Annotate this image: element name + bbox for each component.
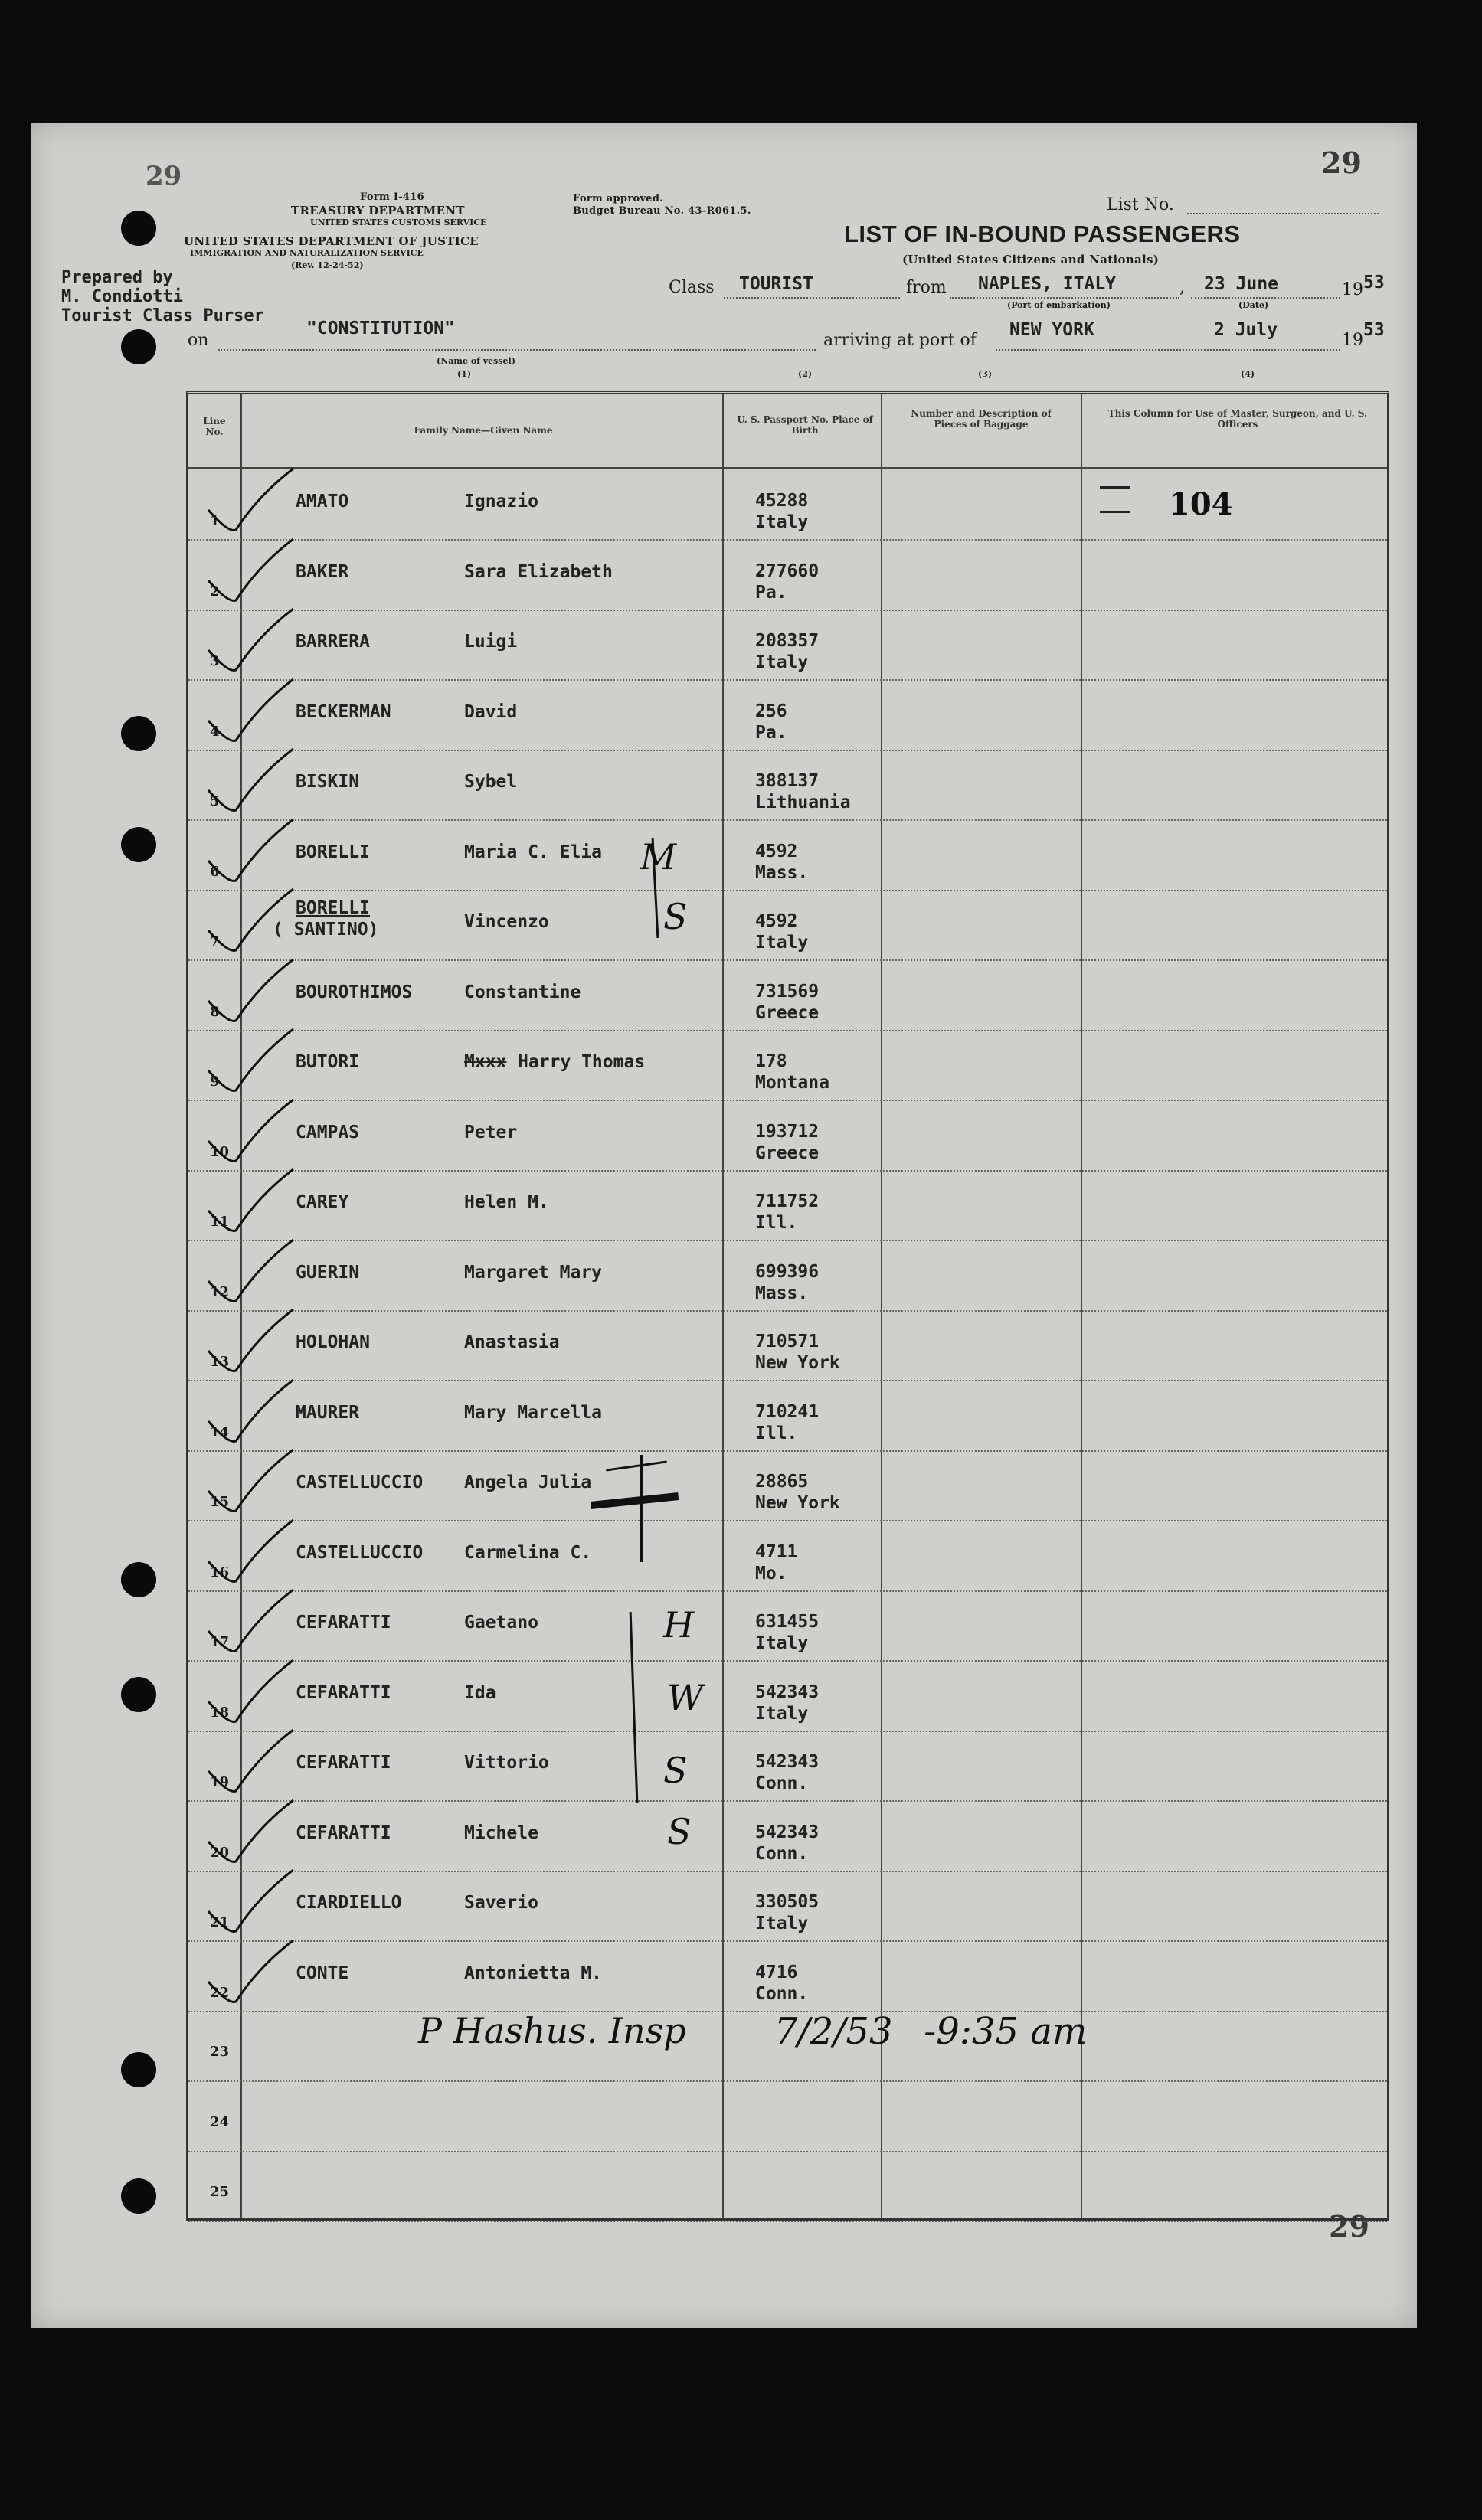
place-of-birth: Conn. [755, 1983, 809, 2004]
check-mark [205, 604, 297, 678]
given-name: Saverio [464, 1893, 538, 1913]
given-name: Antonietta M. [464, 1963, 603, 1983]
embark-year: 53 [1363, 273, 1385, 293]
list-no-label: List No. [1107, 195, 1174, 214]
check-mark [205, 1165, 297, 1238]
vessel-caption: (Name of vessel) [437, 356, 515, 366]
passport-number: 711752 [755, 1191, 820, 1211]
from-line [950, 297, 1179, 299]
binder-hole [121, 716, 156, 751]
family-name: HOLOHAN [296, 1332, 370, 1352]
handwritten-mark: H [663, 1604, 695, 1646]
place-of-birth: Conn. [755, 1773, 809, 1793]
check-mark [205, 675, 297, 748]
table-row [188, 2080, 1387, 2152]
arrival-port: NEW YORK [1009, 320, 1094, 340]
passport-number: 330505 [755, 1892, 820, 1912]
justice-dept: UNITED STATES DEPARTMENT OF JUSTICE [184, 234, 479, 248]
given-name: Margaret Mary [464, 1262, 603, 1283]
place-of-birth: Mo. [755, 1563, 787, 1584]
revision: (Rev. 12-24-52) [291, 260, 364, 270]
given-name: David [464, 701, 518, 722]
treasury-dept: TREASURY DEPARTMENT [291, 204, 465, 217]
date-caption: (Date) [1238, 300, 1269, 310]
given-name: Ida [464, 1682, 496, 1703]
passport-number: 256 [755, 701, 787, 721]
family-name: GUERIN [296, 1262, 360, 1283]
pen-stroke [640, 1455, 643, 1562]
line-number: 7 [210, 933, 220, 949]
binder-hole [121, 1677, 156, 1712]
line-number: 21 [210, 1914, 230, 1930]
family-name: CEFARATTI [296, 1613, 391, 1633]
passport-number: 542343 [755, 1822, 820, 1842]
line-number: 23 [210, 2044, 230, 2060]
line-number: 9 [210, 1074, 220, 1090]
given-name: Carmelina C. [464, 1542, 592, 1563]
dash-mark [1100, 511, 1130, 513]
given-name: Peter [464, 1122, 518, 1142]
check-mark [205, 1305, 297, 1378]
page-title: LIST OF IN-BOUND PASSENGERS [844, 221, 1241, 247]
col1-caption: (1) [457, 369, 472, 379]
family-name: BARRERA [296, 632, 370, 652]
family-name: CONTE [296, 1963, 349, 1983]
place-of-birth: Montana [755, 1073, 829, 1093]
table-row [188, 1169, 1387, 1241]
handwritten-mark: W [667, 1677, 704, 1718]
given-name: Luigi [464, 632, 518, 652]
check-mark [205, 1865, 297, 1939]
class-label: Class [669, 278, 715, 297]
check-mark [205, 1585, 297, 1659]
dash-mark [1100, 486, 1130, 489]
line-number: 13 [210, 1354, 230, 1370]
check-mark [205, 955, 297, 1028]
line-number: 18 [210, 1704, 230, 1721]
handwritten-mark: S [663, 896, 688, 937]
line-number: 1 [210, 513, 220, 529]
port-embark-caption: (Port of embarkation) [1007, 300, 1111, 310]
inspection-date: 7/2/53 [774, 2010, 893, 2053]
binder-hole [121, 827, 156, 862]
family-name: CAREY [296, 1192, 349, 1212]
family-name: BUTORI [296, 1052, 360, 1072]
table-row [188, 609, 1387, 681]
handwritten-mark: S [667, 1811, 692, 1852]
place-of-birth: Italy [755, 652, 809, 672]
line-number: 8 [210, 1003, 220, 1020]
form-approved: Form approved. [573, 193, 664, 204]
header-row [188, 394, 1387, 469]
line-number: 5 [210, 793, 220, 809]
passport-number: 731569 [755, 981, 820, 1002]
header-passport: U. S. Passport No. Place of Birth [737, 414, 873, 436]
passport-number: 710241 [755, 1401, 820, 1422]
line-number: 15 [210, 1494, 230, 1510]
place-of-birth: Ill. [755, 1213, 798, 1233]
binder-hole [121, 329, 156, 364]
passport-number: 178 [755, 1051, 787, 1071]
header-name: Family Name—Given Name [414, 425, 553, 436]
budget-bureau: Budget Bureau No. 43-R061.5. [573, 205, 751, 217]
given-name: Harry Thomas [518, 1052, 646, 1072]
line-number: 16 [210, 1564, 230, 1580]
line-number: 20 [210, 1844, 230, 1861]
passport-number: 193712 [755, 1121, 820, 1142]
place-of-birth: Greece [755, 1002, 820, 1023]
date-line [1191, 297, 1340, 299]
check-mark [205, 534, 297, 608]
officer-note: 104 [1169, 486, 1233, 522]
check-mark [205, 1445, 297, 1518]
embark-date: 23 June [1204, 274, 1278, 294]
line-number: 10 [210, 1143, 230, 1160]
table-row [188, 959, 1387, 1031]
check-mark [205, 1515, 297, 1589]
family-name: BECKERMAN [296, 701, 391, 722]
passport-number: 699396 [755, 1261, 820, 1282]
family-name: BOUROTHIMOS [296, 982, 413, 1002]
family-name: BISKIN [296, 772, 360, 792]
family-name: CASTELLUCCIO [296, 1542, 424, 1563]
form-number: Form I-416 [360, 191, 424, 203]
place-of-birth: Italy [755, 1703, 809, 1724]
place-of-birth: Conn. [755, 1843, 809, 1864]
line-number: 6 [210, 863, 220, 880]
given-name: Vincenzo [464, 912, 549, 932]
table-row [188, 2150, 1387, 2222]
line-number: 14 [210, 1423, 230, 1440]
given-name: Michele [464, 1822, 538, 1843]
check-mark [205, 815, 297, 888]
check-mark [205, 1655, 297, 1729]
line-number: 17 [210, 1634, 230, 1650]
page-number-top-left: 29 [146, 161, 182, 191]
table-row [188, 1450, 1387, 1521]
place-of-birth: Lithuania [755, 793, 851, 812]
check-mark [205, 1725, 297, 1799]
prepared-by-name: M. Condiotti [61, 287, 183, 306]
struck-text: Mxxx [464, 1052, 507, 1072]
handwritten-mark: S [663, 1750, 688, 1791]
place-of-birth: Pa. [755, 722, 787, 743]
given-name: Vittorio [464, 1753, 549, 1773]
col3-caption: (3) [978, 369, 993, 379]
family-name: CAMPAS [296, 1122, 360, 1142]
table-row [188, 1309, 1387, 1381]
nineteen-1: 19 [1342, 280, 1363, 299]
table-row [188, 1100, 1387, 1172]
family-name-alt: ( SANTINO) [273, 920, 379, 940]
place-of-birth: New York [755, 1353, 840, 1373]
binder-hole [121, 211, 156, 246]
given-name: Anastasia [464, 1332, 560, 1352]
family-name: CIARDIELLO [296, 1893, 402, 1913]
place-of-birth: Italy [755, 512, 809, 532]
passenger-table [186, 391, 1389, 2221]
header-baggage: Number and Description of Pieces of Baggage [911, 408, 1052, 430]
place-of-birth: Ill. [755, 1423, 798, 1443]
page-number-bottom-right: 29 [1329, 2209, 1369, 2244]
place-of-birth: Italy [755, 1914, 809, 1933]
passport-number: 208357 [755, 631, 820, 651]
table-row [188, 539, 1387, 611]
place-of-birth: New York [755, 1493, 840, 1513]
class-line [724, 297, 900, 299]
family-name: BAKER [296, 561, 349, 582]
customs-service: UNITED STATES CUSTOMS SERVICE [310, 217, 487, 227]
check-mark [205, 464, 297, 538]
line-number: 22 [210, 1984, 230, 2001]
on-label: on [188, 331, 209, 350]
inspector-signature: P Hashus. Insp [418, 2010, 686, 2051]
page-subtitle: (United States Citizens and Nationals) [902, 253, 1160, 266]
check-mark [205, 1095, 297, 1168]
passport-number: 542343 [755, 1752, 820, 1772]
place-of-birth: Italy [755, 1633, 809, 1653]
family-name: CEFARATTI [296, 1822, 391, 1843]
family-name: BORELLI [296, 842, 370, 862]
embark-port: NAPLES, ITALY [978, 274, 1117, 294]
table-row [188, 1520, 1387, 1592]
passport-number: 631455 [755, 1612, 820, 1632]
class-value: TOURIST [739, 274, 813, 294]
binder-hole [121, 2052, 156, 2087]
passport-number: 4711 [755, 1541, 798, 1562]
passport-number: 542343 [755, 1682, 820, 1702]
given-name: Sara Elizabeth [464, 561, 613, 582]
col4-caption: (4) [1241, 369, 1255, 379]
given-name: Angela Julia [464, 1472, 592, 1492]
family-name: BORELLI [296, 898, 370, 918]
table-row [188, 1029, 1387, 1101]
list-no-line [1187, 213, 1379, 214]
line-number: 3 [210, 653, 220, 669]
place-of-birth: Greece [755, 1142, 820, 1163]
col2-caption: (2) [798, 369, 813, 379]
place-of-birth: Italy [755, 933, 809, 953]
passport-number: 4716 [755, 1962, 798, 1982]
table-row [188, 1730, 1387, 1802]
passport-number: 4592 [755, 841, 798, 861]
prepared-by-label: Prepared by [61, 268, 173, 287]
check-mark [205, 1025, 297, 1098]
passport-number: 710571 [755, 1332, 820, 1352]
check-mark [205, 1235, 297, 1309]
line-number: 24 [210, 2113, 230, 2130]
check-mark [205, 1796, 297, 1869]
page-number-top-right: 29 [1321, 145, 1362, 180]
ins-service: IMMIGRATION AND NATURALIZATION SERVICE [190, 248, 424, 258]
passport-number: 388137 [755, 771, 820, 791]
place-of-birth: Mass. [755, 862, 809, 883]
arriving-label: arriving at port of [823, 331, 977, 350]
header-officers: This Column for Use of Master, Surgeon, and U. S. Officers [1107, 408, 1368, 430]
table-row [188, 679, 1387, 751]
from-label: from [906, 278, 947, 297]
line-number: 19 [210, 1774, 230, 1790]
line-number: 12 [210, 1283, 230, 1300]
line-number: 2 [210, 583, 220, 600]
passport-number: 277660 [755, 561, 820, 581]
arrival-date: 2 July [1214, 320, 1278, 340]
given-name: Mary Marcella [464, 1402, 603, 1423]
line-number: 4 [210, 723, 220, 740]
handwritten-mark: M [640, 836, 677, 878]
vessel-line [218, 349, 816, 351]
header-line-no: Line No. [203, 416, 226, 437]
arrival-year: 53 [1363, 320, 1385, 340]
place-of-birth: Pa. [755, 582, 787, 603]
prepared-by-title: Tourist Class Purser [61, 306, 264, 325]
table-row [188, 1240, 1387, 1312]
table-row [188, 819, 1387, 891]
nineteen-2: 19 [1342, 331, 1363, 350]
family-name: MAURER [296, 1402, 360, 1423]
inspection-time: -9:35 am [924, 2010, 1088, 2053]
check-mark [205, 744, 297, 818]
binder-hole [121, 1562, 156, 1597]
family-name: CASTELLUCCIO [296, 1472, 424, 1492]
place-of-birth: Mass. [755, 1283, 809, 1303]
passport-number: 45288 [755, 491, 809, 511]
check-mark [205, 1936, 297, 2009]
family-name: CEFARATTI [296, 1753, 391, 1773]
passport-number: 28865 [755, 1472, 809, 1492]
binder-hole [121, 2178, 156, 2214]
vessel-name: "CONSTITUTION" [306, 319, 455, 338]
line-number: 11 [210, 1214, 230, 1230]
table-row [188, 1870, 1387, 1942]
table-row [188, 1660, 1387, 1732]
table-row [188, 889, 1387, 961]
table-row [188, 1940, 1387, 2012]
given-name: Sybel [464, 772, 518, 792]
check-mark [205, 1375, 297, 1449]
table-row [188, 1380, 1387, 1452]
given-name: Constantine [464, 982, 581, 1002]
family-name: CEFARATTI [296, 1682, 391, 1703]
given-name: Helen M. [464, 1192, 549, 1212]
line-number: 25 [210, 2184, 230, 2200]
comma: , [1179, 278, 1185, 297]
family-name: AMATO [296, 492, 349, 512]
given-name: Maria C. Elia [464, 842, 603, 862]
passport-number: 4592 [755, 911, 798, 931]
given-name: Gaetano [464, 1613, 538, 1633]
arrival-line [996, 349, 1340, 351]
given-name: Ignazio [464, 492, 538, 512]
table-row [188, 749, 1387, 821]
table-row [188, 1800, 1387, 1872]
table-row [188, 1590, 1387, 1662]
